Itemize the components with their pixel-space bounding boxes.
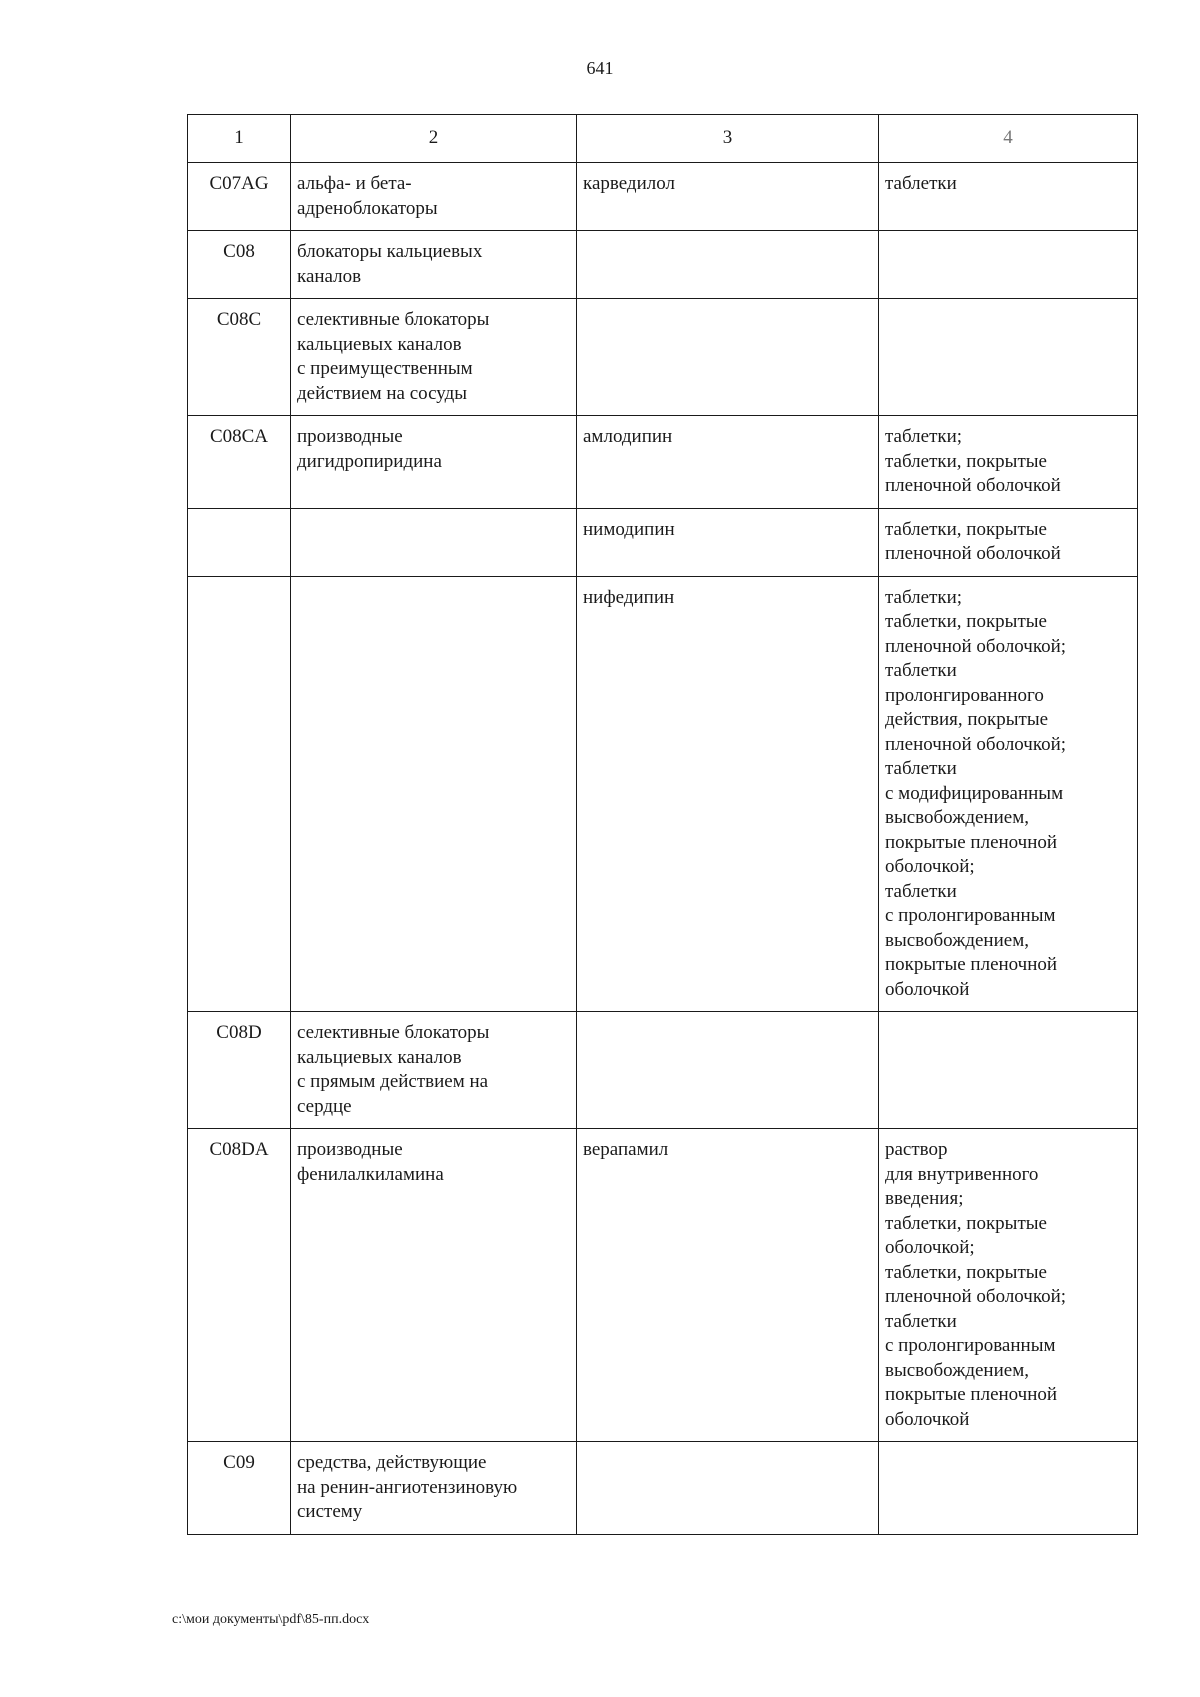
table-row <box>188 416 1138 509</box>
drug-classification-table <box>187 114 1138 1535</box>
table-row <box>188 1129 1138 1442</box>
group-cell: селективные блокаторы кальциевых каналов с преимущественным действием на сосуды <box>291 299 577 416</box>
dosage-form-cell: таблетки <box>879 163 1138 231</box>
atc-code-cell: C09 <box>188 1442 291 1535</box>
group-cell <box>291 508 577 576</box>
dosage-form-cell: таблетки; таблетки, покрытые пленочной оболочкой <box>879 416 1138 509</box>
table-row <box>188 163 1138 231</box>
column-header-3: 3 <box>577 115 879 163</box>
group-cell <box>291 576 577 1012</box>
atc-code-cell <box>188 508 291 576</box>
group-cell: производные фенилалкиламина <box>291 1129 577 1442</box>
dosage-form-cell <box>879 1012 1138 1129</box>
atc-code-cell: C08DA <box>188 1129 291 1442</box>
drug-cell: карведилол <box>577 163 879 231</box>
dosage-form-cell: таблетки, покрытые пленочной оболочкой <box>879 508 1138 576</box>
table-row <box>188 1012 1138 1129</box>
drug-cell <box>577 1442 879 1535</box>
atc-code-cell: C08CA <box>188 416 291 509</box>
atc-code-cell <box>188 576 291 1012</box>
group-cell: средства, действующие на ренин-ангиотензиновую систему <box>291 1442 577 1535</box>
table-row <box>188 508 1138 576</box>
drug-cell: нифедипин <box>577 576 879 1012</box>
drug-cell <box>577 1012 879 1129</box>
page-number: 641 <box>586 58 614 78</box>
group-cell: альфа- и бета- адреноблокаторы <box>291 163 577 231</box>
group-cell: блокаторы кальциевых каналов <box>291 231 577 299</box>
atc-code-cell: C08C <box>188 299 291 416</box>
atc-code-cell: C07AG <box>188 163 291 231</box>
table-row <box>188 231 1138 299</box>
column-header-4: 4 <box>879 115 1138 163</box>
column-header-2: 2 <box>291 115 577 163</box>
drug-cell: нимодипин <box>577 508 879 576</box>
dosage-form-cell <box>879 231 1138 299</box>
atc-code-cell: C08D <box>188 1012 291 1129</box>
table-row <box>188 576 1138 1012</box>
atc-code-cell: C08 <box>188 231 291 299</box>
table-row <box>188 1442 1138 1535</box>
dosage-form-cell <box>879 1442 1138 1535</box>
drug-cell <box>577 299 879 416</box>
drug-cell <box>577 231 879 299</box>
table-row <box>188 299 1138 416</box>
dosage-form-cell <box>879 299 1138 416</box>
drug-cell: верапамил <box>577 1129 879 1442</box>
footer-file-path: c:\мои документы\pdf\85-пп.docx <box>172 1612 370 1627</box>
table-header-row <box>188 115 1138 163</box>
dosage-form-cell: раствор для внутривенного введения; таблетки, покрытые оболочкой; таблетки, покрытые пленочной оболочкой; таблетки с пролонгированным высвобождением, покрытые пленочной оболочкой <box>879 1129 1138 1442</box>
dosage-form-cell: таблетки; таблетки, покрытые пленочной оболочкой; таблетки пролонгированного действия, покрытые пленочной оболочкой; таблетки с модифицированным высвобождением, покрытые пленочной оболочкой; таблетки с пролонгированным высвобождением, покрытые пленочной оболочкой <box>879 576 1138 1012</box>
group-cell: селективные блокаторы кальциевых каналов с прямым действием на сердце <box>291 1012 577 1129</box>
column-header-1: 1 <box>188 115 291 163</box>
drug-cell: амлодипин <box>577 416 879 509</box>
group-cell: производные дигидропиридина <box>291 416 577 509</box>
